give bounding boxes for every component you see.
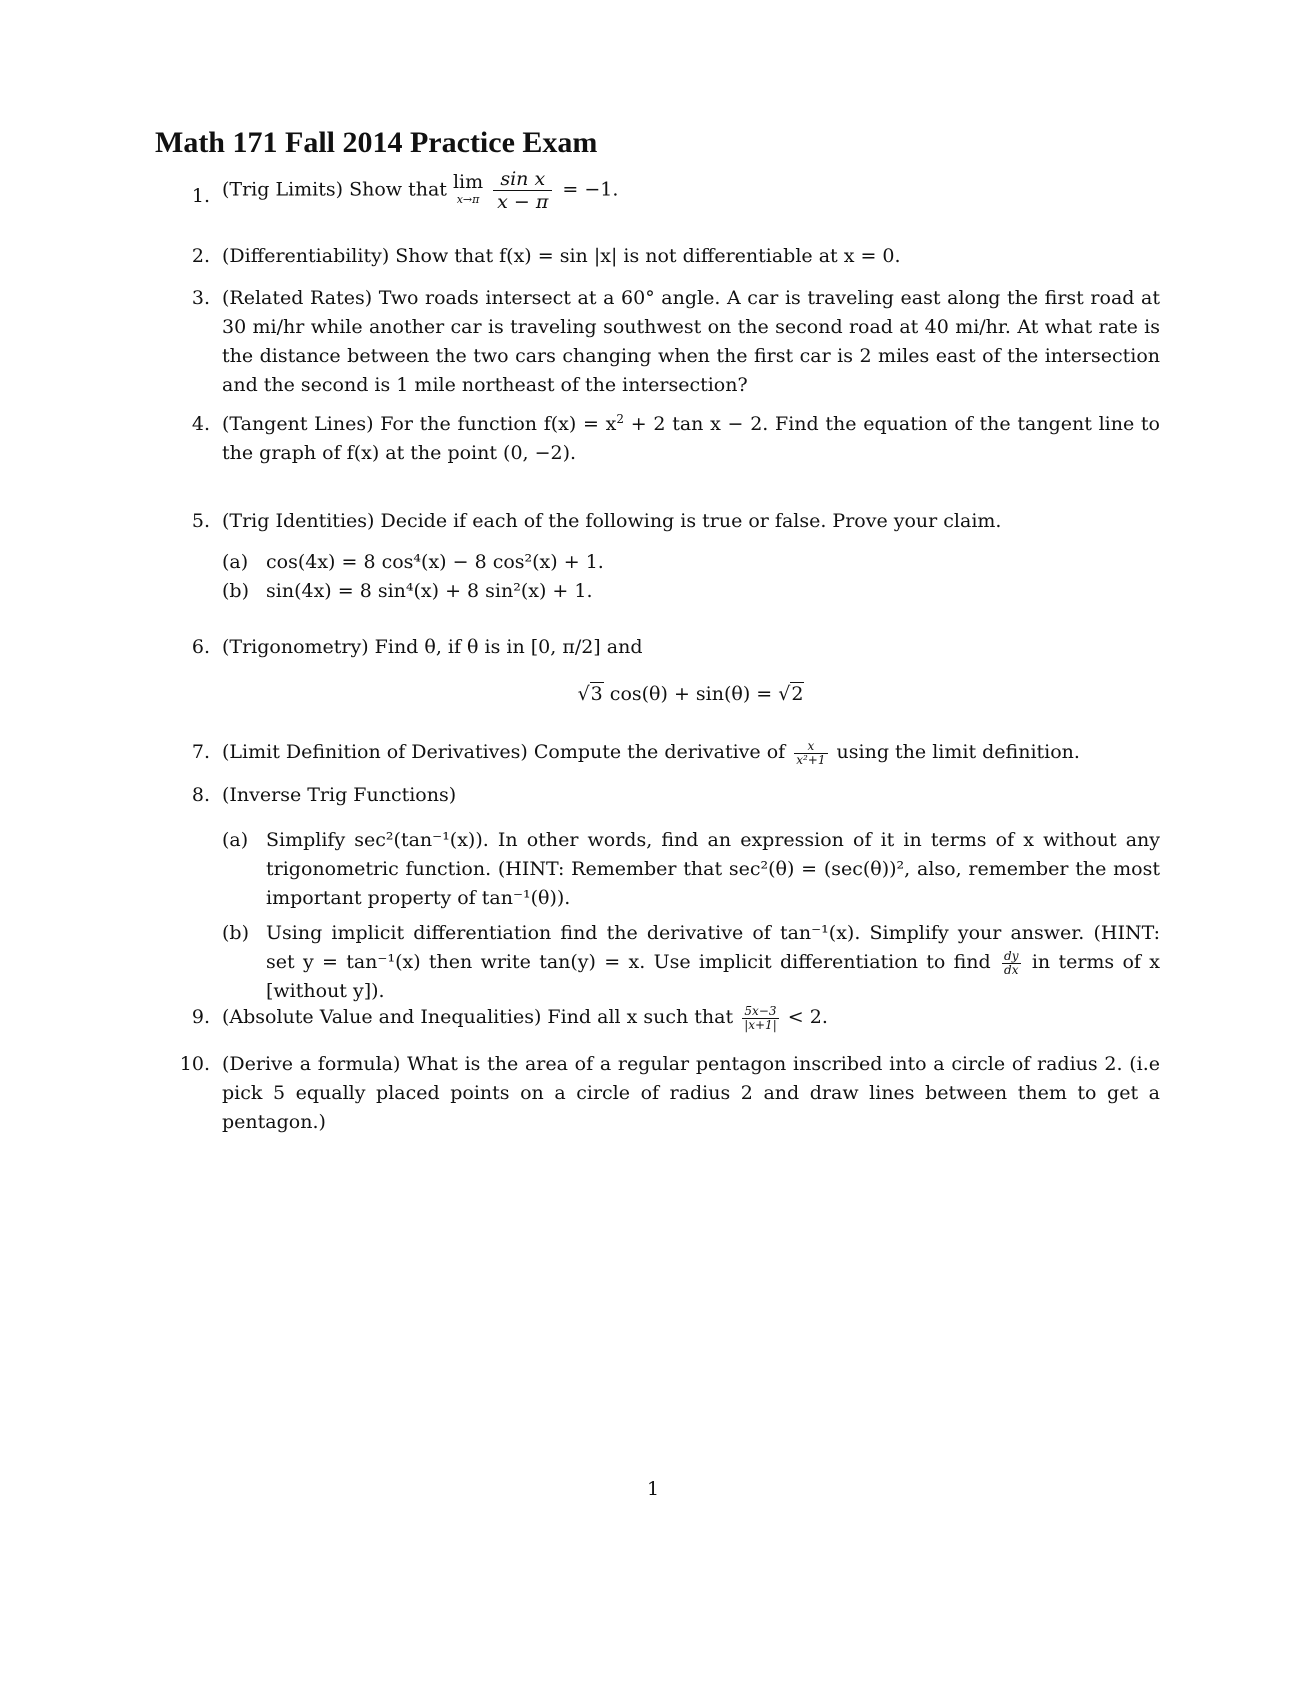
- question-text: (Trig Identities) Decide if each of the following is true or false. Prove your claim.: [222, 510, 1002, 532]
- question-text: (Trigonometry) Find θ, if θ is in [0, π/2] and: [222, 636, 643, 658]
- question-number: 5.: [191, 510, 210, 532]
- question-10: [170, 1050, 1160, 1137]
- limit-operator: lim x→π: [452, 170, 484, 206]
- question-1: [170, 168, 1160, 213]
- sub-question-b: (b) sin(4x) = 8 sin⁴(x) + 8 sin²(x) + 1.: [222, 580, 593, 602]
- question-text: (Derive a formula) What is the area of a regular pentagon inscribed into a circle of radius 2. (i.e pick 5 equally placed points on a circle of radius 2 and draw lines between them to get a pentagon.): [222, 1053, 1160, 1133]
- fraction: $\frac{dy}{dx}$: [1004, 948, 1019, 977]
- sub-question-a: (a) Simplify sec²(tan⁻¹(x)). In other words, find an expression of it in terms of x without any trigonometric function. (HINT: Remember that sec²(θ) = (sec(θ))², also, remember the most important property of tan⁻¹(θ)).: [222, 829, 1160, 909]
- question-number: 10.: [179, 1053, 210, 1075]
- question-number: 9.: [191, 1006, 210, 1028]
- question-text: (Related Rates) Two roads intersect at a 60° angle. A car is traveling east along the first road at 30 mi/hr while another car is traveling southwest on the second road at 40 mi/hr. At what rate is the distance between the two cars changing when the first car is 2 miles east of the intersection and the second is 1 mile northeast of the intersection?: [222, 287, 1160, 396]
- question-5: [170, 507, 1160, 606]
- question-number: 2.: [191, 245, 210, 267]
- question-text: (Trig Limits) Show that: [222, 178, 447, 201]
- question-text: (Inverse Trig Functions): [222, 784, 457, 806]
- display-equation: √3 cos(θ) + sin(θ) = √2: [577, 683, 804, 705]
- limit-fraction: $\frac{\text{sin x}}{x - \pi}$: [493, 168, 552, 213]
- fraction: $\frac{5x-3}{|x+1|}$: [744, 1003, 777, 1032]
- sub-question-b: (b) Using implicit differentiation find the derivative of tan⁻¹(x). Simplify your answer. (HINT: set y = tan⁻¹(x) then write tan(y) = x. Use implicit differentiation to find $\frac{dy}{dx}$ in terms of x [without y]).: [222, 922, 1160, 1002]
- question-text: (Absolute Value and Inequalities) Find all x such that $\frac{5x-3}{|x+1|}$ < 2.: [222, 1003, 828, 1032]
- question-text: (Differentiability) Show that f(x) = sin |x| is not differentiable at x = 0.: [222, 245, 901, 267]
- page-title: Math 171 Fall 2014 Practice Exam: [155, 126, 598, 159]
- limit-result: = −1.: [562, 178, 619, 201]
- fraction: $\frac{x}{\text{x²+1}}$: [796, 738, 826, 767]
- question-number: 3.: [191, 287, 210, 309]
- question-number: 1.: [191, 185, 210, 207]
- question-2: [170, 242, 1160, 271]
- sub-question-a: (a) cos(4x) = 8 cos⁴(x) − 8 cos²(x) + 1.: [222, 551, 604, 573]
- question-number: 6.: [191, 636, 210, 658]
- question-3: [170, 284, 1160, 400]
- question-7: [170, 738, 1160, 767]
- question-text: (Limit Definition of Derivatives) Compute the derivative of $\frac{x}{\text{x²+1}}$ using the limit definition.: [222, 738, 1080, 767]
- question-number: 4.: [191, 413, 210, 435]
- question-text: (Tangent Lines) For the function $f(x) = x^2 + 2$ tan x − 2. Find the equation of the tangent line to the graph of f(x) at the point (0, −2).: [222, 411, 1161, 464]
- question-number: 8.: [191, 784, 210, 806]
- question-8: [170, 781, 1160, 1006]
- question-number: 7.: [191, 741, 210, 763]
- question-6: [170, 633, 1160, 709]
- page-number: 1: [646, 1478, 660, 1500]
- question-9: [170, 1003, 1160, 1032]
- question-4: [170, 410, 1160, 468]
